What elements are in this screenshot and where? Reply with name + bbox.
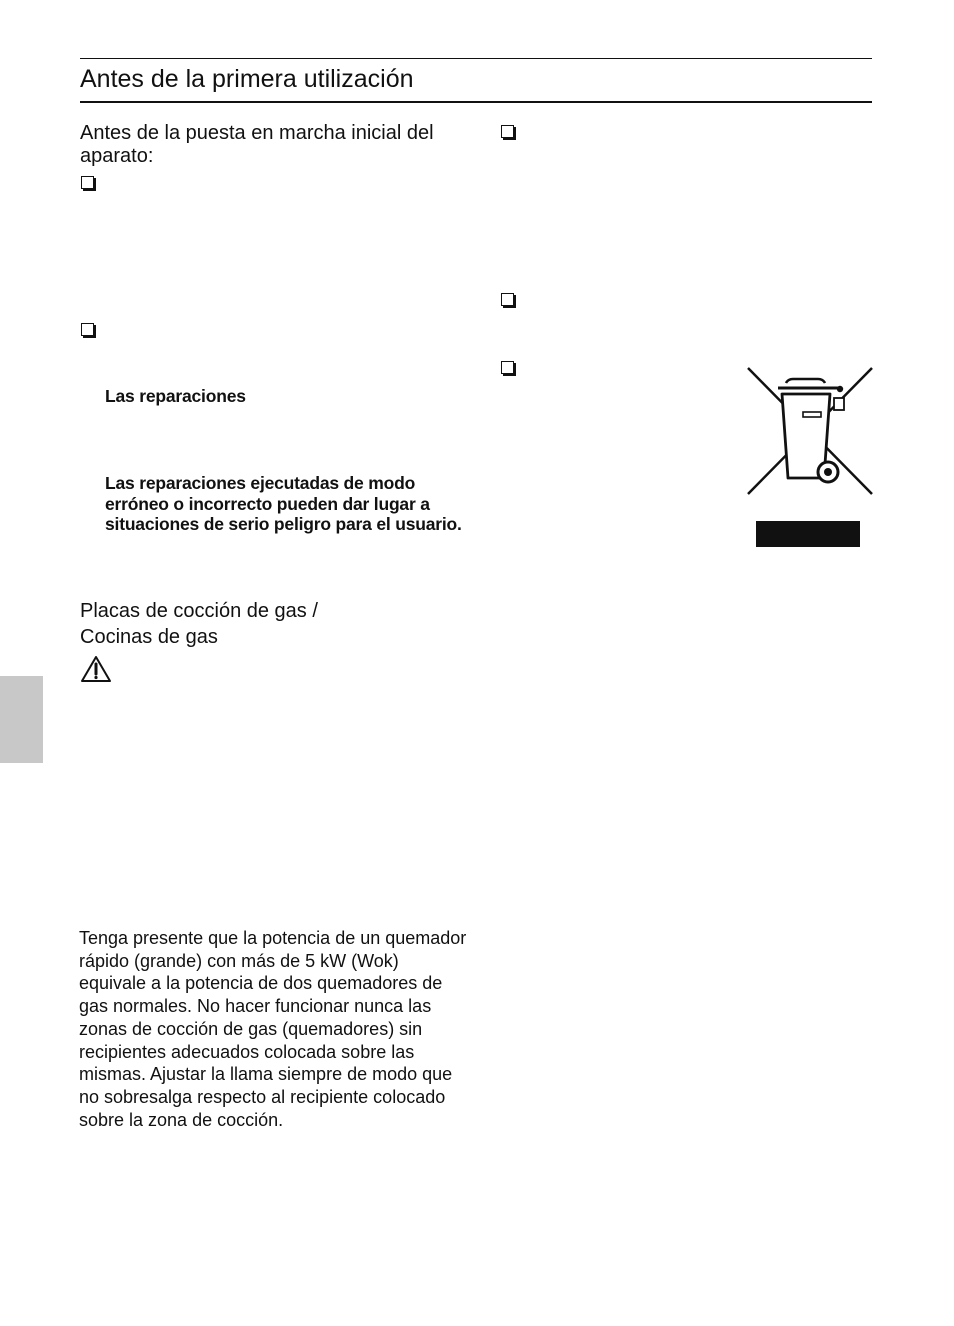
section-heading-initial-startup: Antes de la puesta en marcha inicial del aparato:: [80, 122, 434, 167]
repairs-label: Las reparaciones: [105, 386, 246, 406]
repairs-warning: Las reparaciones ejecutadas de modo erróneo o incorrecto pueden dar lugar a situaciones de serio peligro para el usuario.: [105, 473, 462, 534]
checkbox-icon: [501, 361, 514, 374]
checkbox-icon: [81, 323, 94, 336]
warning-triangle-icon: [80, 655, 112, 683]
page-title: Antes de la primera utilización: [80, 65, 414, 93]
header-rule-bottom: [80, 101, 872, 103]
disposal-label-bar: [756, 521, 860, 547]
checkbox-icon: [501, 293, 514, 306]
section-heading-gas-hobs-line1: Placas de cocción de gas /: [80, 600, 318, 622]
section-heading-gas-hobs-line2: Cocinas de gas: [80, 626, 218, 648]
header-rule-top: [80, 58, 872, 59]
crossed-out-wheelie-bin-icon: [746, 366, 874, 498]
checkbox-icon: [81, 176, 94, 189]
section-heading-gas-hobs: [80, 598, 460, 650]
gas-burner-paragraph: Tenga presente que la potencia de un quemador rápido (grande) con más de 5 kW (Wok) equivale a la potencia de dos quemadores de gas normales. No hacer funcionar nunca las zonas de cocción de gas (quemadores) sin recipientes adecuados colocada sobre las mismas. Ajustar la llama siempre de modo que no sobresalga respecto al recipiente colocado sobre la zona de cocción.: [79, 928, 467, 1130]
checkbox-icon: [501, 125, 514, 138]
chapter-tab: [0, 676, 43, 763]
